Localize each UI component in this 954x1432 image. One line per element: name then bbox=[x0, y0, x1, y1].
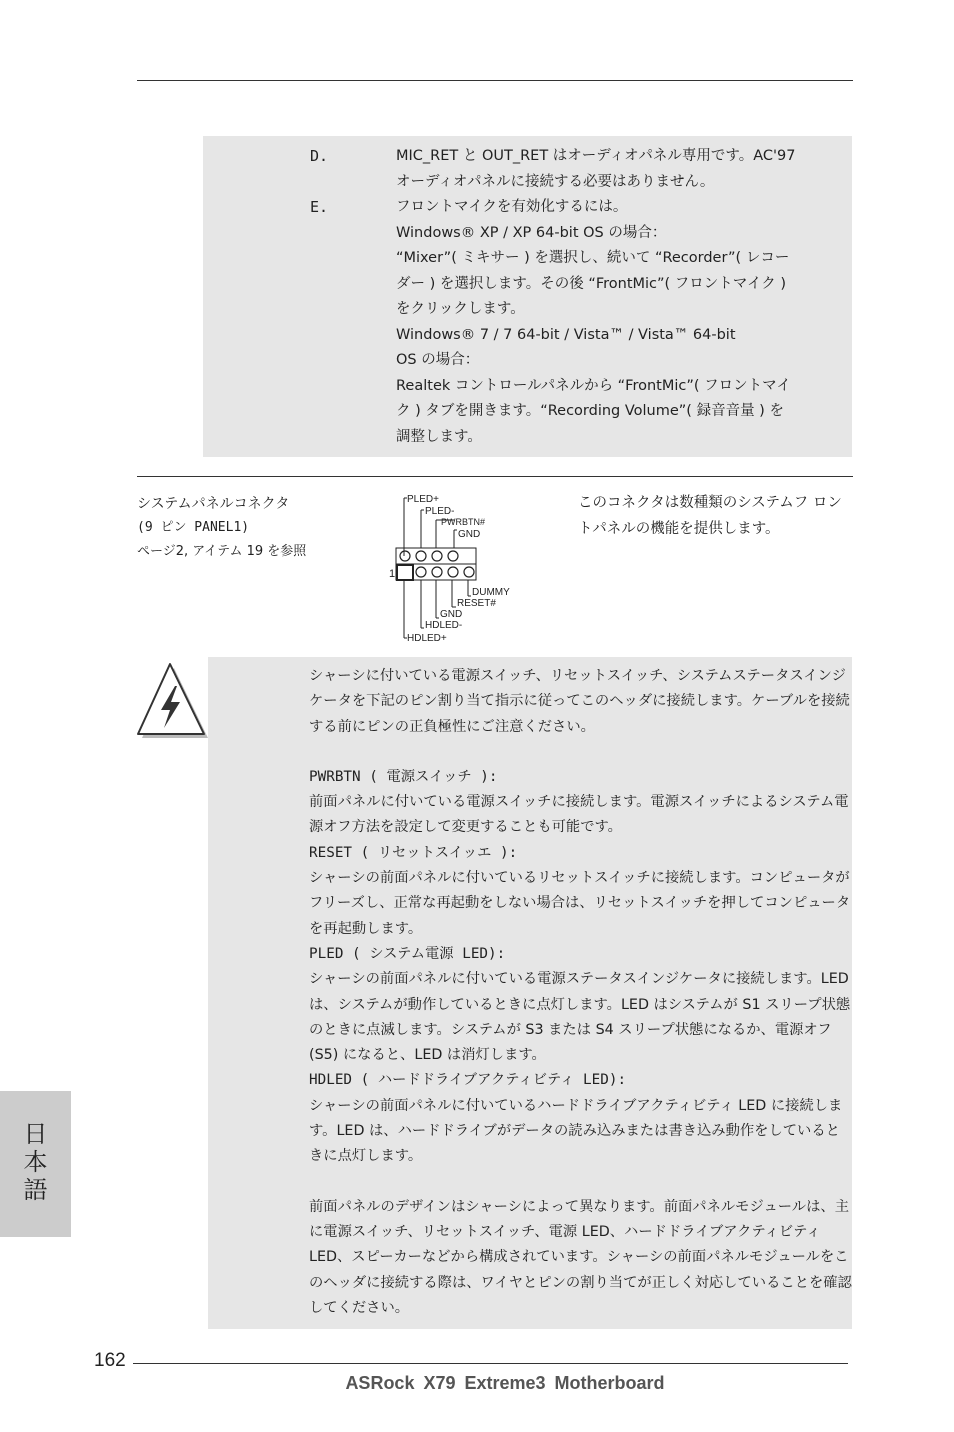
note-text bbox=[396, 195, 828, 450]
pin-label: PLED+ bbox=[407, 494, 439, 505]
language-tab-char: 日 bbox=[23, 1120, 48, 1148]
pin-label: PLED- bbox=[425, 506, 455, 517]
pled-heading: PLED ( システム電源 LED): bbox=[309, 945, 506, 962]
pwrbtn-heading: PWRBTN ( 電源スイッチ ): bbox=[309, 768, 498, 785]
note-line: MIC_RET と OUT_RET はオーディオパネル専用です。AC'97 bbox=[396, 148, 796, 164]
connector-reference: ページ2, アイテム 19 を参照 bbox=[137, 544, 307, 559]
hdled-heading: HDLED ( ハードドライブアクティビティ LED): bbox=[309, 1072, 627, 1089]
connector-info bbox=[137, 492, 377, 564]
connector-description: このコネクタは数種類のシステムフ ロントパネルの機能を提供します。 bbox=[578, 495, 842, 537]
note-line: ダー ) を選択します。その後 “FrontMic”( フロントマイク ) bbox=[396, 275, 786, 292]
note-line: “Mixer”( ミキサー ) を選択し、続いて “Recorder”( レコー bbox=[396, 250, 790, 266]
pin-label: GND bbox=[458, 529, 481, 540]
note-line: オーディオパネルに接続する必要はありません。 bbox=[396, 173, 715, 190]
note-line: Windows® XP / XP 64-bit OS の場合： bbox=[396, 224, 667, 241]
note-text bbox=[396, 144, 828, 195]
language-tab-char: 語 bbox=[23, 1176, 48, 1204]
note-letter: E. bbox=[310, 198, 329, 216]
pin-label: HDLED- bbox=[425, 620, 463, 631]
language-tab-char: 本 bbox=[23, 1148, 48, 1176]
page-number: 162 bbox=[94, 1350, 126, 1371]
warning-content bbox=[309, 664, 854, 1321]
note-line: 調整します。 bbox=[396, 428, 482, 445]
reset-heading: RESET ( リセットスイッエ ): bbox=[309, 844, 518, 861]
footer-rule bbox=[133, 1363, 848, 1364]
connector-subtitle: (9 ピン PANEL1) bbox=[137, 520, 250, 535]
panel-pin-diagram bbox=[388, 490, 538, 646]
note-line: Windows® 7 / 7 64-bit / Vista™ / Vista™ 64-bit bbox=[396, 326, 736, 343]
notes-box bbox=[203, 136, 852, 457]
note-line: Realtek コントロールパネルから “FrontMic”( フロントマイ bbox=[396, 377, 791, 394]
reset-text: シャーシの前面パネルに付いているリセットスイッチに接続します。コンピュータがフリーズし、正常な再起動をしない場合は、リセットスイッチを押してコンピュータを再起動します。 bbox=[309, 870, 851, 937]
pin-label: PWRBTN# bbox=[441, 517, 486, 527]
pin-label: RESET# bbox=[457, 598, 496, 609]
note-line: OS の場合： bbox=[396, 352, 480, 368]
pin-one-marker: 1 bbox=[389, 568, 396, 580]
pin-label: GND bbox=[440, 609, 463, 620]
closing-note: 前面パネルのデザインはシャーシによって異なります。前面パネルモジュールは、主に電源スイッチ、リセットスイッチ、電源 LED、ハードドライブアクティビティ LED、スピーカーなどから構成されています。シャーシの前面パネルモジュールをこのヘッダに接続する際は、ワイヤとピンの割り当てが正しく対応していることを確認してください。 bbox=[309, 1198, 852, 1316]
note-line: ク ) タブを開きます。“Recording Volume”( 録音音量 ) を bbox=[396, 403, 784, 419]
connector-title: システムパネルコネクタ bbox=[137, 496, 290, 512]
electric-warning-icon bbox=[134, 660, 210, 740]
note-line: をクリックします。 bbox=[396, 301, 525, 317]
pin-label: HDLED+ bbox=[407, 633, 447, 644]
note-line: フロントマイクを有効化するには。 bbox=[396, 199, 628, 215]
language-tab-label bbox=[0, 1120, 71, 1204]
pwrbtn-text: 前面パネルに付いている電源スイッチに接続します。電源スイッチによるシステム電源オフ方法を設定して変更することも可能です。 bbox=[309, 794, 849, 836]
top-rule bbox=[137, 80, 853, 81]
hdled-text: シャーシの前面パネルに付いているハードドライブアクティビティ LED に接続します。LED は、ハードドライブがデータの読み込みまたは書き込み動作をしているときに点灯します。 bbox=[309, 1097, 843, 1165]
note-letter: D. bbox=[310, 147, 329, 165]
pled-text: シャーシの前面パネルに付いている電源ステータスインジケータに接続します。LED は、システムが動作しているときに点灯します。LED はシステムが S1 スリープ状態のときに点滅します。システムが S3 または S4 スリープ状態になるか、電源オフ (S5) になると、LED は消灯します。 bbox=[309, 971, 851, 1064]
footer-title: ASRock X79 Extreme3 Motherboard bbox=[345, 1373, 665, 1393]
warning-intro: シャーシに付いている電源スイッチ、リセットスイッチ、システムステータスインジケータを下記のピン割り当て指示に従ってこのヘッダに接続します。ケーブルを接続する前にピンの正負極性にご注意ください。 bbox=[309, 668, 850, 735]
pin-label: DUMMY bbox=[472, 587, 510, 598]
section-divider bbox=[137, 476, 853, 477]
